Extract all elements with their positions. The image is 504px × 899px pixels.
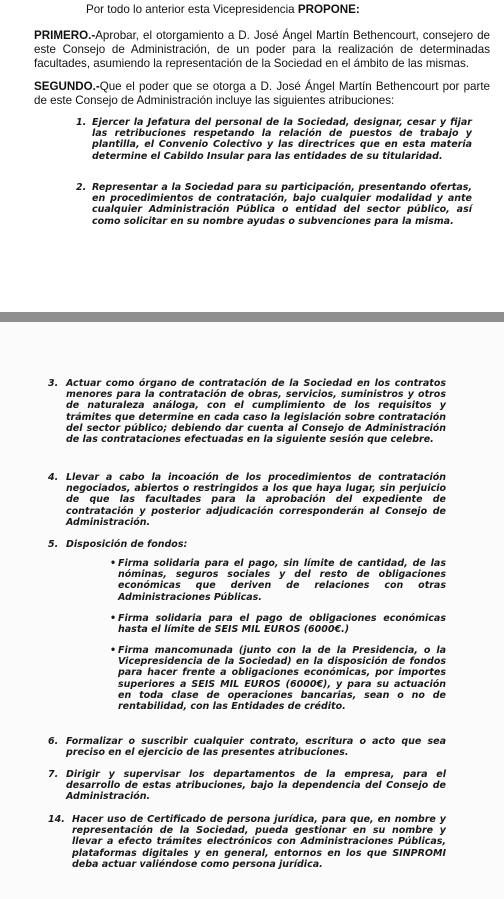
item-number: 2. <box>76 182 87 193</box>
item-number: 4. <box>48 472 59 483</box>
document-page-2 <box>0 322 504 899</box>
item-number: 1. <box>76 117 87 128</box>
primero-text: Aprobar, el otorgamiento a D. José Ángel Martín Bethencourt, consejero de este Consejo de Administración, de un poder para la realización de determinadas facultades, asumiendo la representación de la Sociedad en el ámbito de las mismas. <box>34 29 490 70</box>
document-page-1 <box>0 0 504 312</box>
attribution-item-5 <box>48 539 446 550</box>
item-number: 5. <box>48 539 59 550</box>
page-divider <box>0 312 504 322</box>
attribution-item-14 <box>48 814 446 870</box>
item-text: Representar a la Sociedad para su participación, presentando ofertas, en procedimientos de contratación, bajo cualquier modalidad y ante cualquier Administración Pública o entidad del sector público, así como solicitar en su nombre ayudas o subvenciones para la misma. <box>92 182 472 227</box>
item-text: Formalizar o suscribir cualquier contrato, escritura o acto que sea preciso en el ejercicio de las presentes atribuciones. <box>66 736 446 759</box>
attribution-item-1 <box>76 117 472 162</box>
primero-label: PRIMERO.- <box>34 29 96 42</box>
item-text: Disposición de fondos: <box>66 539 188 550</box>
segundo-text: Que el poder que se otorga a D. José Ángel Martín Bethencourt por parte de este Consejo de Administración incluye las siguientes atribuciones: <box>34 80 490 107</box>
item-text: Dirigir y supervisar los departamentos de la empresa, para el desarrollo de estas atribuciones, bajo la dependencia del Consejo de Administración. <box>66 769 446 803</box>
item-text: Ejercer la Jefatura del personal de la Sociedad, designar, cesar y fijar las retribuciones respetando la relación de puestos de trabajo y plantilla, el Convenio Colectivo y las directrices que en esta materia determine el Cabildo Insular para las entidades de su titularidad. <box>92 117 472 162</box>
primero-paragraph <box>34 29 490 70</box>
attribution-item-6 <box>48 736 446 758</box>
funds-bullet-3 <box>110 645 446 712</box>
item-number: 6. <box>48 736 59 747</box>
bullet-text: Firma solidaria para el pago, sin límite de cantidad, de las nóminas, seguros sociales y del resto de obligaciones económicas que deriven de relaciones con otras Administraciones Públicas. <box>118 558 446 603</box>
propone-heading: PROPONE: <box>297 3 360 16</box>
item-number: 7. <box>48 769 59 780</box>
item-number: 3. <box>48 378 59 389</box>
item-text: Hacer uso de Certificado de persona jurídica, para que, en nombre y representación de la Sociedad, pueda gestionar en su nombre y llevar a efecto trámites electrónicos con Administraciones Públicas, plataformas digitales y en general, entornos en los que SINPROMI deba actuar valiéndose como persona jurídica. <box>72 814 446 870</box>
bullet-icon: • <box>110 645 117 656</box>
intro-text: Por todo lo anterior esta Vicepresidencia <box>86 3 295 16</box>
bullet-text: Firma solidaria para el pago de obligaciones económicas hasta el límite de SEIS MIL EUROS (6000€.) <box>118 613 446 636</box>
attribution-item-7 <box>48 769 446 803</box>
item-text: Actuar como órgano de contratación de la Sociedad en los contratos menores para la contratación de obras, servicios, suministros y otros de naturaleza análoga, con el cumplimiento de los requisitos y trámites que determine en cada caso la legislación sobre contratación del sector público; debiendo dar cuenta al Consejo de Administración de las contrataciones efectuadas en la siguiente sesión que celebre. <box>66 378 446 446</box>
attribution-item-4 <box>48 472 446 528</box>
attribution-item-3 <box>48 378 446 445</box>
attribution-item-2 <box>76 182 472 227</box>
intro-line <box>86 3 360 17</box>
bullet-text: Firma mancomunada (junto con la de la Presidencia, o la Vicepresidencia de la Sociedad) en la disposición de fondos para hacer frente a obligaciones económicas, por importes superiores a SEIS MIL EUROS (6000€), y para su actuación en toda clase de operaciones bancarias, sean o no de rentabilidad, con las Entidades de crédito. <box>118 645 446 713</box>
bullet-icon: • <box>110 613 117 624</box>
item-text: Llevar a cabo la incoación de los procedimientos de contratación negociados, abiertos o restringidos a los que haya lugar, sin perjuicio de que las facultades para la aprobación del expediente de contratación y posterior adjudicación corresponderán al Consejo de Administración. <box>66 472 446 528</box>
funds-bullet-2 <box>110 613 446 635</box>
bullet-icon: • <box>110 558 117 569</box>
segundo-label: SEGUNDO.- <box>34 80 100 93</box>
segundo-paragraph <box>34 80 490 108</box>
item-number: 14. <box>48 814 65 825</box>
funds-bullet-1 <box>110 558 446 603</box>
